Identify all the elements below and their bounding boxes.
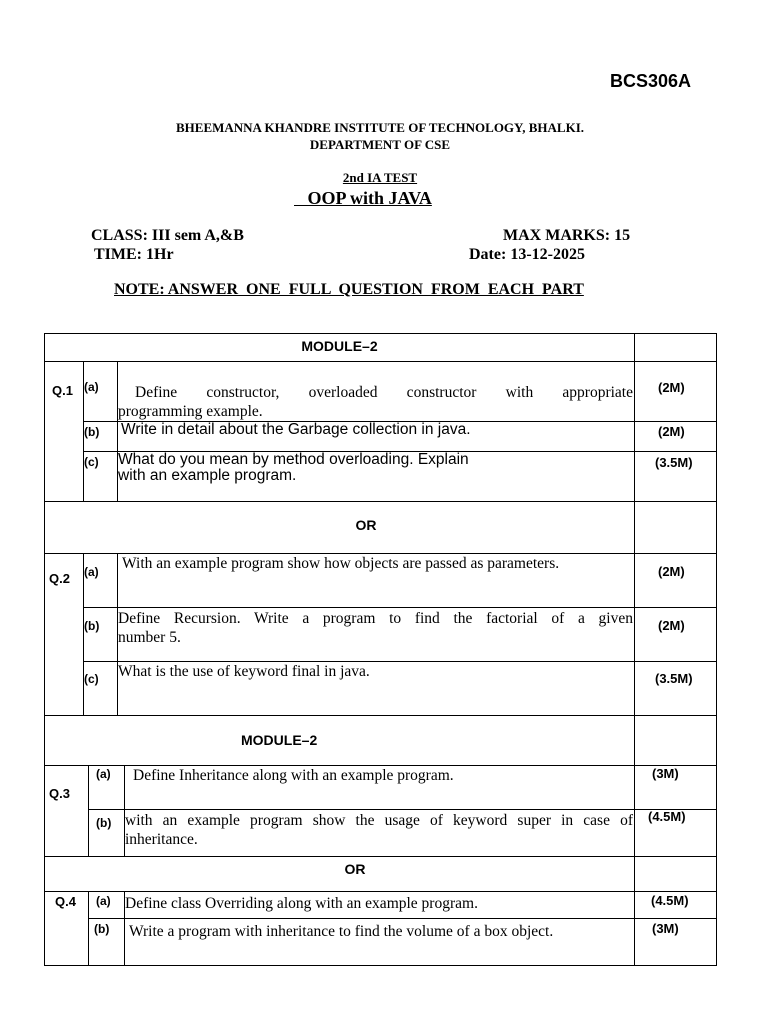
marks: (3M) — [652, 766, 679, 781]
question-text-line: Define constructor, overloaded constructor with appropriate — [135, 384, 633, 401]
or-separator: OR — [355, 517, 377, 533]
question-text-line: inheritance. — [125, 831, 198, 848]
part-label: (b) — [84, 619, 100, 633]
question-text — [118, 609, 633, 647]
marks: (3.5M) — [655, 455, 693, 470]
question-number: Q.2 — [49, 571, 70, 586]
time-info: TIME: 1Hr — [94, 246, 174, 263]
marks: (2M) — [658, 424, 685, 439]
question-text: Define Inheritance along with an example program. — [133, 767, 454, 784]
question-text — [125, 811, 633, 849]
institute-name: BHEEMANNA KHANDRE INSTITUTE OF TECHNOLOGY, BHALKI. — [175, 120, 584, 135]
marks: (2M) — [658, 618, 685, 633]
question-text-line: with an example program show the usage of keyword super in case of — [125, 812, 633, 829]
test-name: 2nd IA TEST — [342, 170, 418, 185]
part-label: (a) — [84, 380, 99, 394]
question-text: Write a program with inheritance to find the volume of a box object. — [129, 923, 554, 940]
part-label: (b) — [94, 922, 110, 936]
part-label: (a) — [96, 894, 111, 908]
instruction-note: NOTE: ANSWER ONE FULL QUESTION FROM EACH PART — [114, 281, 584, 298]
course-code: BCS306A — [610, 71, 692, 91]
marks: (4.5M) — [648, 809, 686, 824]
part-label: (b) — [84, 425, 100, 439]
part-label: (b) — [96, 816, 112, 830]
class-info: CLASS: III sem A,&B — [91, 227, 244, 244]
question-text — [118, 452, 633, 484]
question-number: Q.4 — [55, 894, 76, 909]
question-text: Write in detail about the Garbage collection in java. — [121, 421, 471, 438]
max-marks: MAX MARKS: 15 — [503, 227, 631, 244]
part-label: (c) — [84, 672, 99, 686]
question-number: Q.3 — [49, 786, 70, 801]
exam-date: Date: 13-12-2025 — [469, 246, 585, 263]
module-heading: MODULE–2 — [301, 338, 378, 354]
part-label: (a) — [96, 767, 111, 781]
question-text: Define class Overriding along with an example program. — [125, 895, 478, 912]
subject-title-text: OOP with JAVA — [307, 188, 432, 208]
part-label: (a) — [84, 565, 99, 579]
question-text — [118, 383, 633, 421]
question-text-line: Define Recursion. Write a program to find the factorial of a given — [118, 610, 633, 627]
marks: (4.5M) — [651, 893, 689, 908]
marks: (3.5M) — [655, 671, 693, 686]
question-text-line: number 5. — [118, 629, 181, 646]
or-separator: OR — [344, 861, 366, 877]
department-name: DEPARTMENT OF CSE — [309, 137, 451, 152]
part-label: (c) — [84, 455, 99, 469]
question-text: With an example program show how objects are passed as parameters. — [122, 555, 560, 572]
marks: (2M) — [658, 380, 685, 395]
marks: (2M) — [658, 564, 685, 579]
question-text: What is the use of keyword final in java. — [118, 663, 370, 680]
question-text-line: What do you mean by method overloading. Explain — [118, 451, 469, 468]
module-heading: MODULE–2 — [241, 732, 318, 748]
question-text-line: programming example. — [118, 403, 263, 420]
subject-title — [294, 188, 432, 209]
question-number: Q.1 — [52, 383, 73, 398]
question-text-line: with an example program. — [118, 467, 297, 484]
marks: (3M) — [652, 921, 679, 936]
